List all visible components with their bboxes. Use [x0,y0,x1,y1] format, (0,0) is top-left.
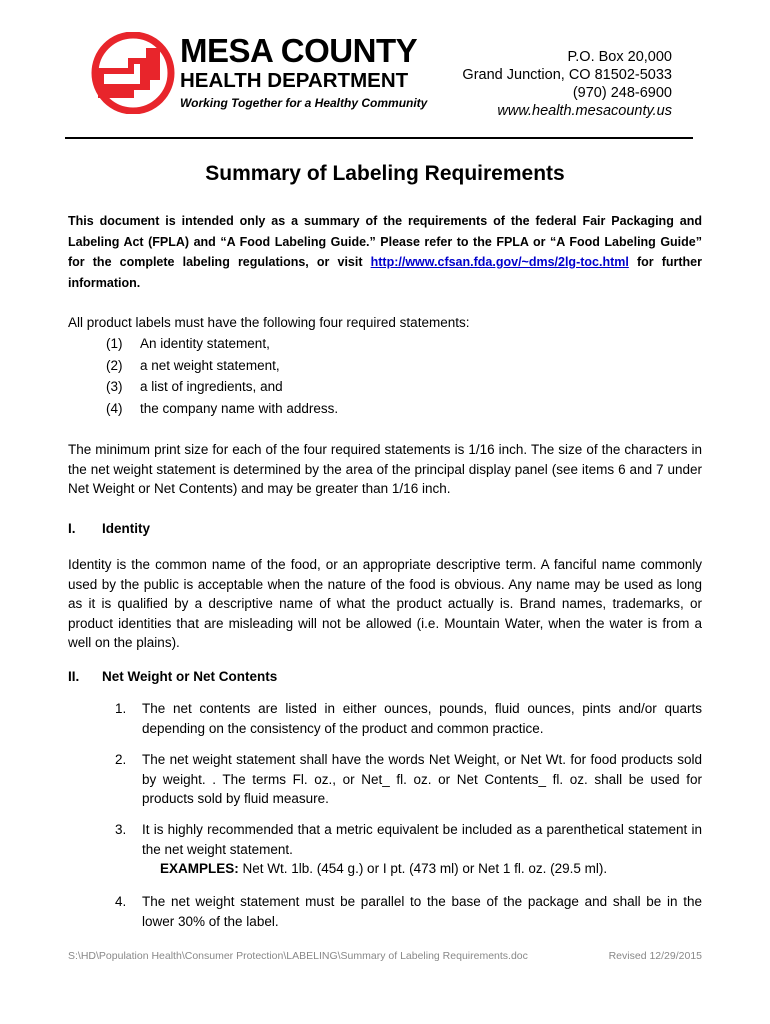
section-number: II. [68,669,80,684]
item-text: It is highly recommended that a metric equivalent be included as a parenthetical statement in the net weight statement. [142,822,702,857]
list-number: (3) [106,379,123,394]
logo-title: MESA COUNTY [180,32,418,69]
list-item [106,355,338,377]
section-title: Net Weight or Net Contents [102,669,278,684]
address-line: P.O. Box 20,000 [567,49,672,65]
item-text: The net weight statement must be parallel to the base of the package and shall be in the lower 30% of the label. [142,894,702,929]
section-title: Identity [102,521,151,536]
list-text: An identity statement, [140,336,270,351]
mesa-county-logo [90,32,428,114]
page-footer [68,950,702,962]
phone-number: (970) 248-6900 [572,85,672,101]
fda-guide-link[interactable]: http://www.cfsan.fda.gov/~dms/2lg-toc.html [370,255,629,269]
item-number: 1. [115,701,127,716]
list-item [106,398,338,420]
file-path: S:\HD\Population Health\Consumer Protection\LABELING\Summary of Labeling Requirements.doc [68,950,528,962]
list-item [106,376,338,398]
print-size-paragraph: The minimum print size for each of the four required statements is 1/16 inch. The size of the characters in the net weight statement is determined by the area of the principal display panel (see items 6 and 7 under Net Weight or Net Contents) and may be greater than 1/16 inch. [68,442,702,496]
example-line [142,859,702,879]
list-text: the company name with address. [140,400,339,416]
item-number: 3. [115,822,127,837]
example-text: Net Wt. 1lb. (454 g.) or I pt. (473 ml) or Net 1 fl. oz. (29.5 ml). [238,861,608,876]
item-number: 4. [115,894,127,909]
mesa-county-emblem-icon [90,32,176,114]
section-heading-identity [68,521,150,536]
list-item [115,699,702,738]
intro-text: This document is intended only as a summary of the requirements of the federal Fair Packaging and Labeling Act (FPLA) and “A Food Labeling Guide.” Please refer to the FPLA or “A Food Labeling Guide” for the complete labeling regulations, or visit [68,214,702,269]
list-text: a list of ingredients, and [140,379,283,394]
list-number: (4) [106,400,123,416]
logo-tagline: Working Together for a Healthy Community [180,96,428,110]
list-item [106,333,338,355]
list-item [115,892,702,931]
section-heading-net-weight [68,669,277,684]
header-divider [65,137,693,139]
section-number: I. [68,521,76,536]
example-label: EXAMPLES: [160,861,239,876]
intro-paragraph [68,211,702,293]
list-number: (1) [106,336,123,351]
list-item [115,750,702,809]
logo-subtitle: HEALTH DEPARTMENT [180,69,409,92]
identity-paragraph: Identity is the common name of the food, or an appropriate descriptive term. A fanciful name commonly used by the public is acceptable when the nature of the food is obvious. Any name may be used as long as it is qualified by a descriptive name of what the product actually is. Brand names, trademarks, or product identities that are misleading will not be allowed (i.e. Mountain Water, when the water is from a well on the plains). [68,557,702,650]
item-number: 2. [115,752,127,767]
list-text: a net weight statement, [140,357,280,373]
item-text: The net contents are listed in either ounces, pounds, fluid ounces, pints and/or quarts depending on the consistency of the product and common practice. [142,701,702,736]
page-title: Summary of Labeling Requirements [205,162,565,185]
list-item [115,820,702,879]
required-lead: All product labels must have the following four required statements: [68,315,470,330]
list-number: (2) [106,357,123,373]
revised-date: Revised 12/29/2015 [608,950,702,962]
address-line: Grand Junction, CO 81502-5033 [462,67,672,83]
website[interactable]: www.health.mesacounty.us [497,103,672,119]
item-text: The net weight statement shall have the words Net Weight, or Net Wt. for food products sold by weight. . The terms Fl. oz., or Net_ fl. oz. or Net Contents_ fl. oz. shall be used for products sold by fluid measure. [142,752,702,806]
required-list [106,333,338,419]
contact-address [462,48,672,120]
intro-tail: for further information. [68,255,702,290]
